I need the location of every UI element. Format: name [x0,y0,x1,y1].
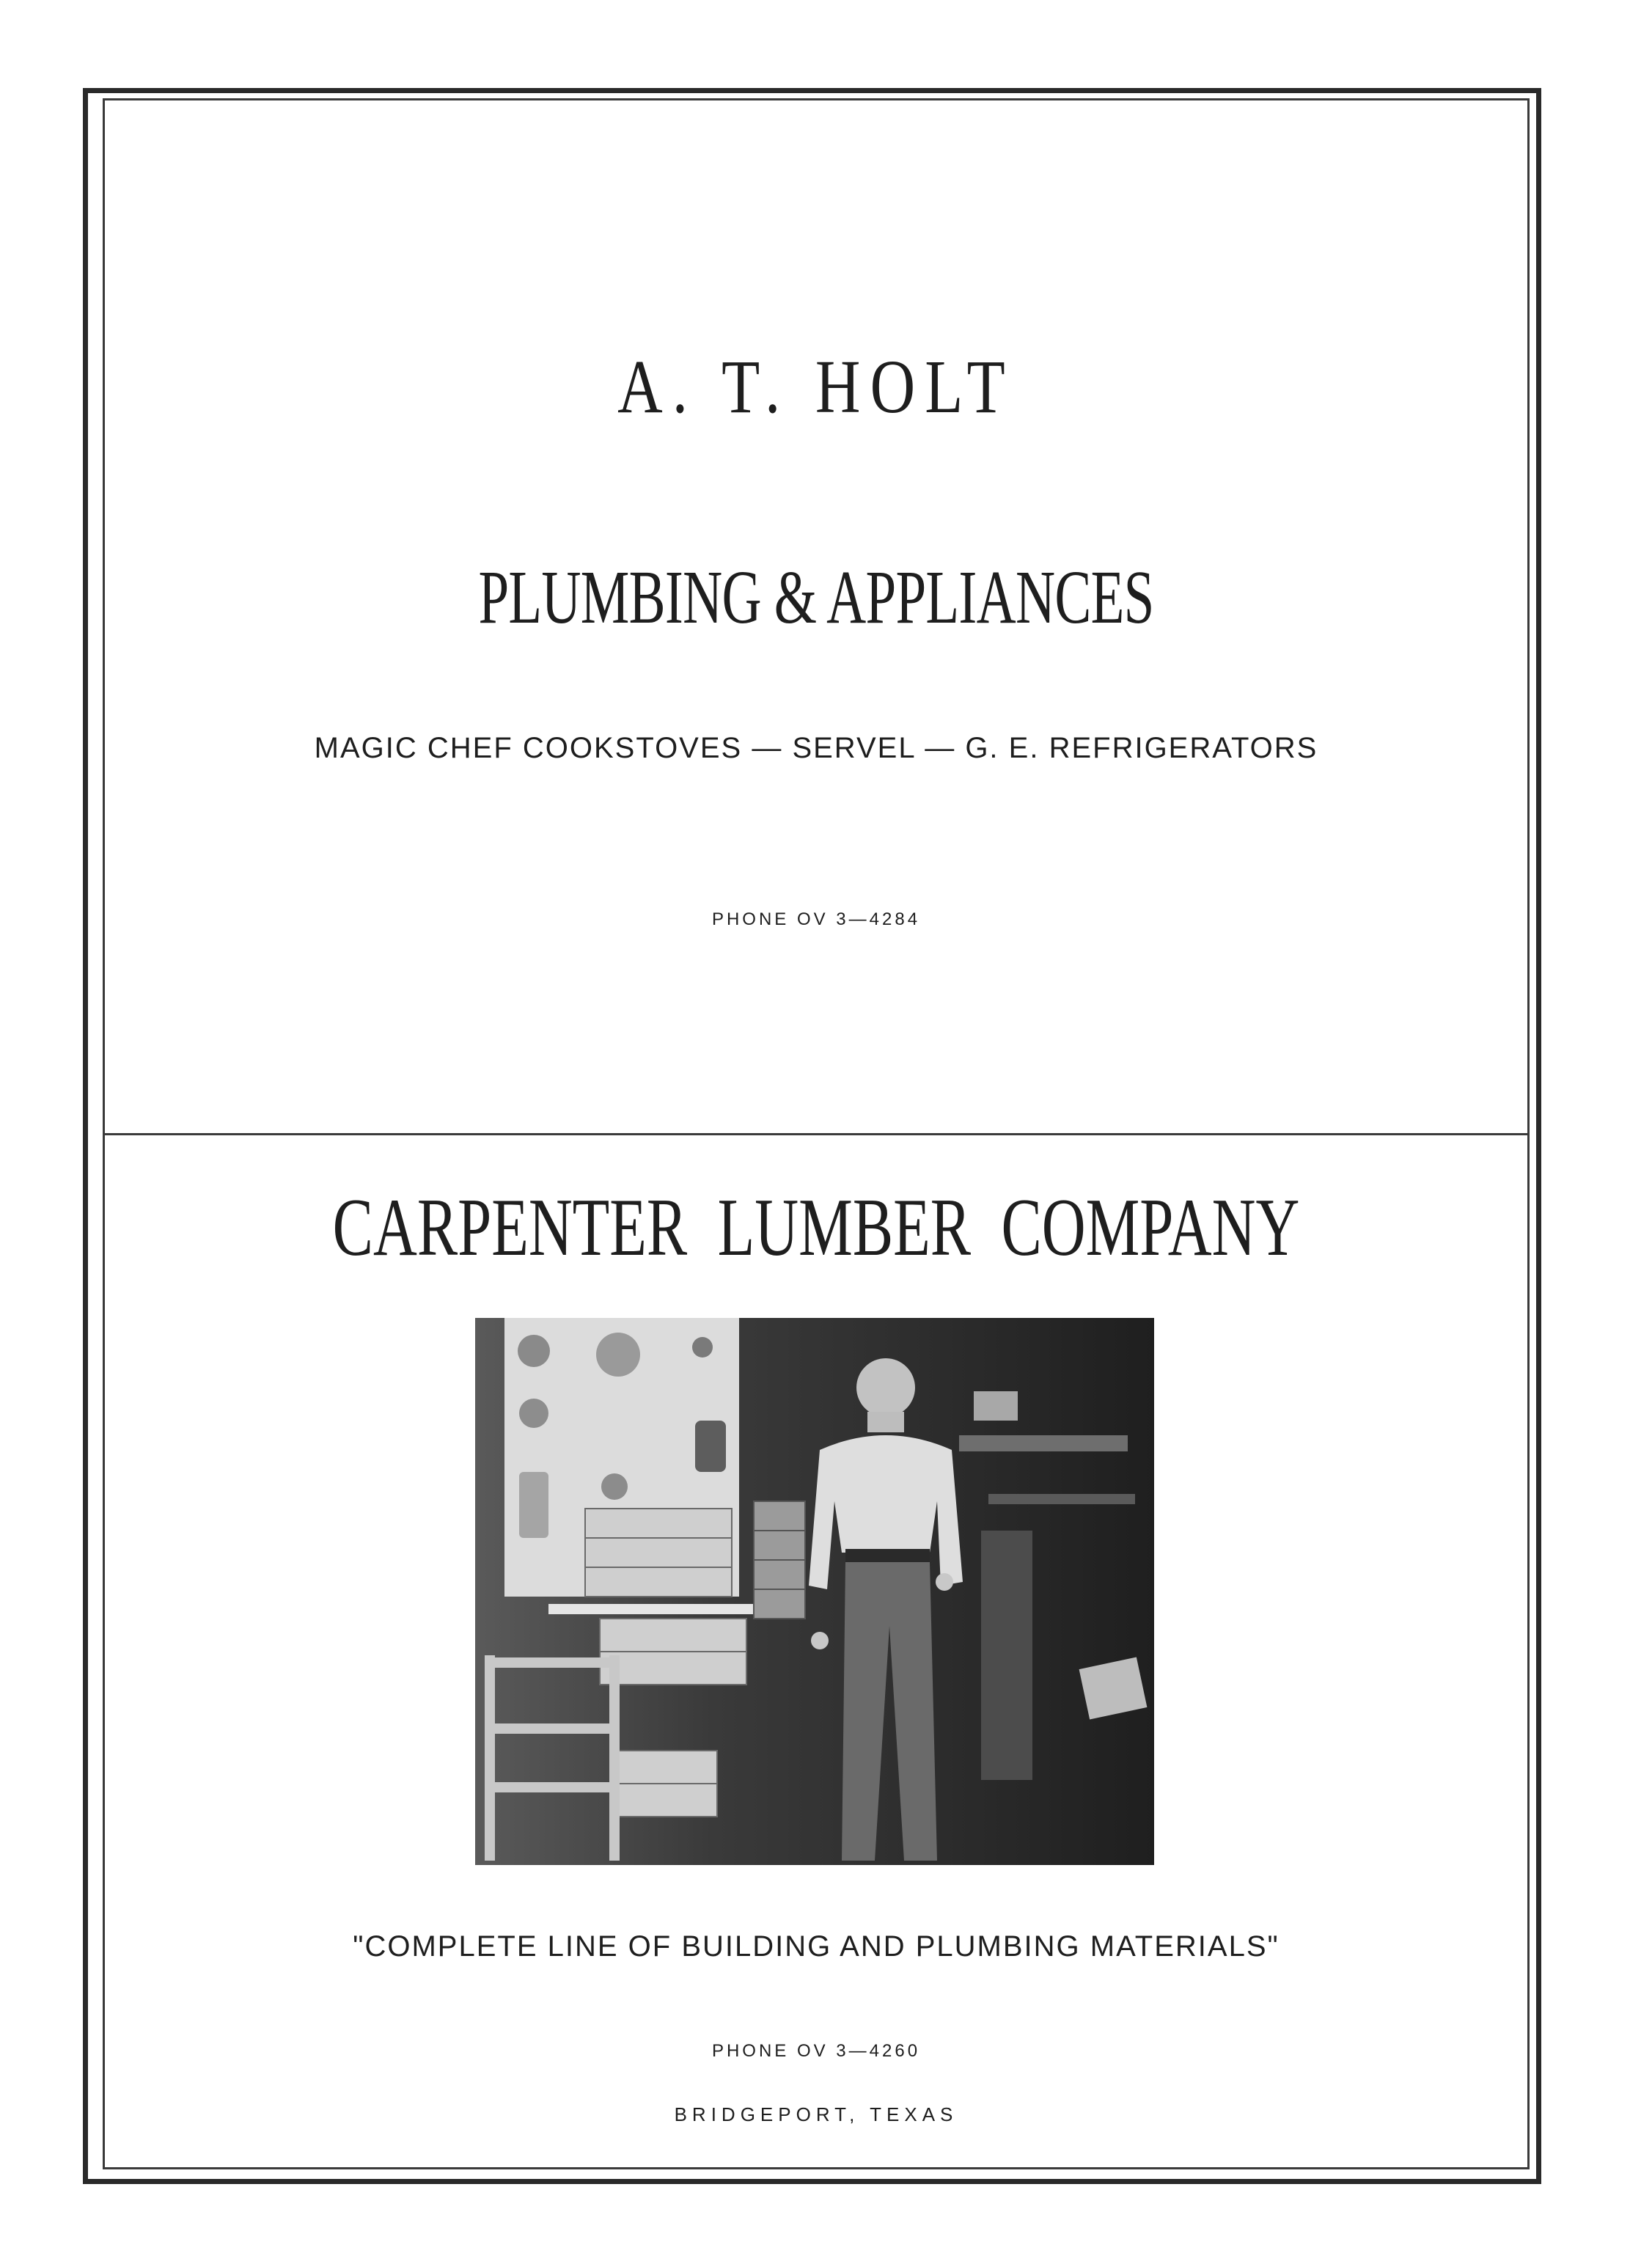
carpenter-location: BRIDGEPORT, TEXAS [674,2103,958,2125]
carpenter-phone: PHONE OV 3—4260 [711,2041,921,2061]
store-photo [475,1318,1154,1865]
section-divider [103,1133,1530,1135]
holt-title: A. T. HOLT [617,345,1015,429]
holt-products: MAGIC CHEF COOKSTOVES — SERVEL — G. E. REFRIGERATORS [314,732,1318,764]
carpenter-slogan: "COMPLETE LINE OF BUILDING AND PLUMBING MATERIALS" [353,1930,1280,1963]
holt-phone: PHONE OV 3—4284 [711,909,921,929]
carpenter-title: CARPENTER LUMBER COMPANY [332,1182,1300,1273]
holt-business: PLUMBING & APPLIANCES [478,555,1154,640]
